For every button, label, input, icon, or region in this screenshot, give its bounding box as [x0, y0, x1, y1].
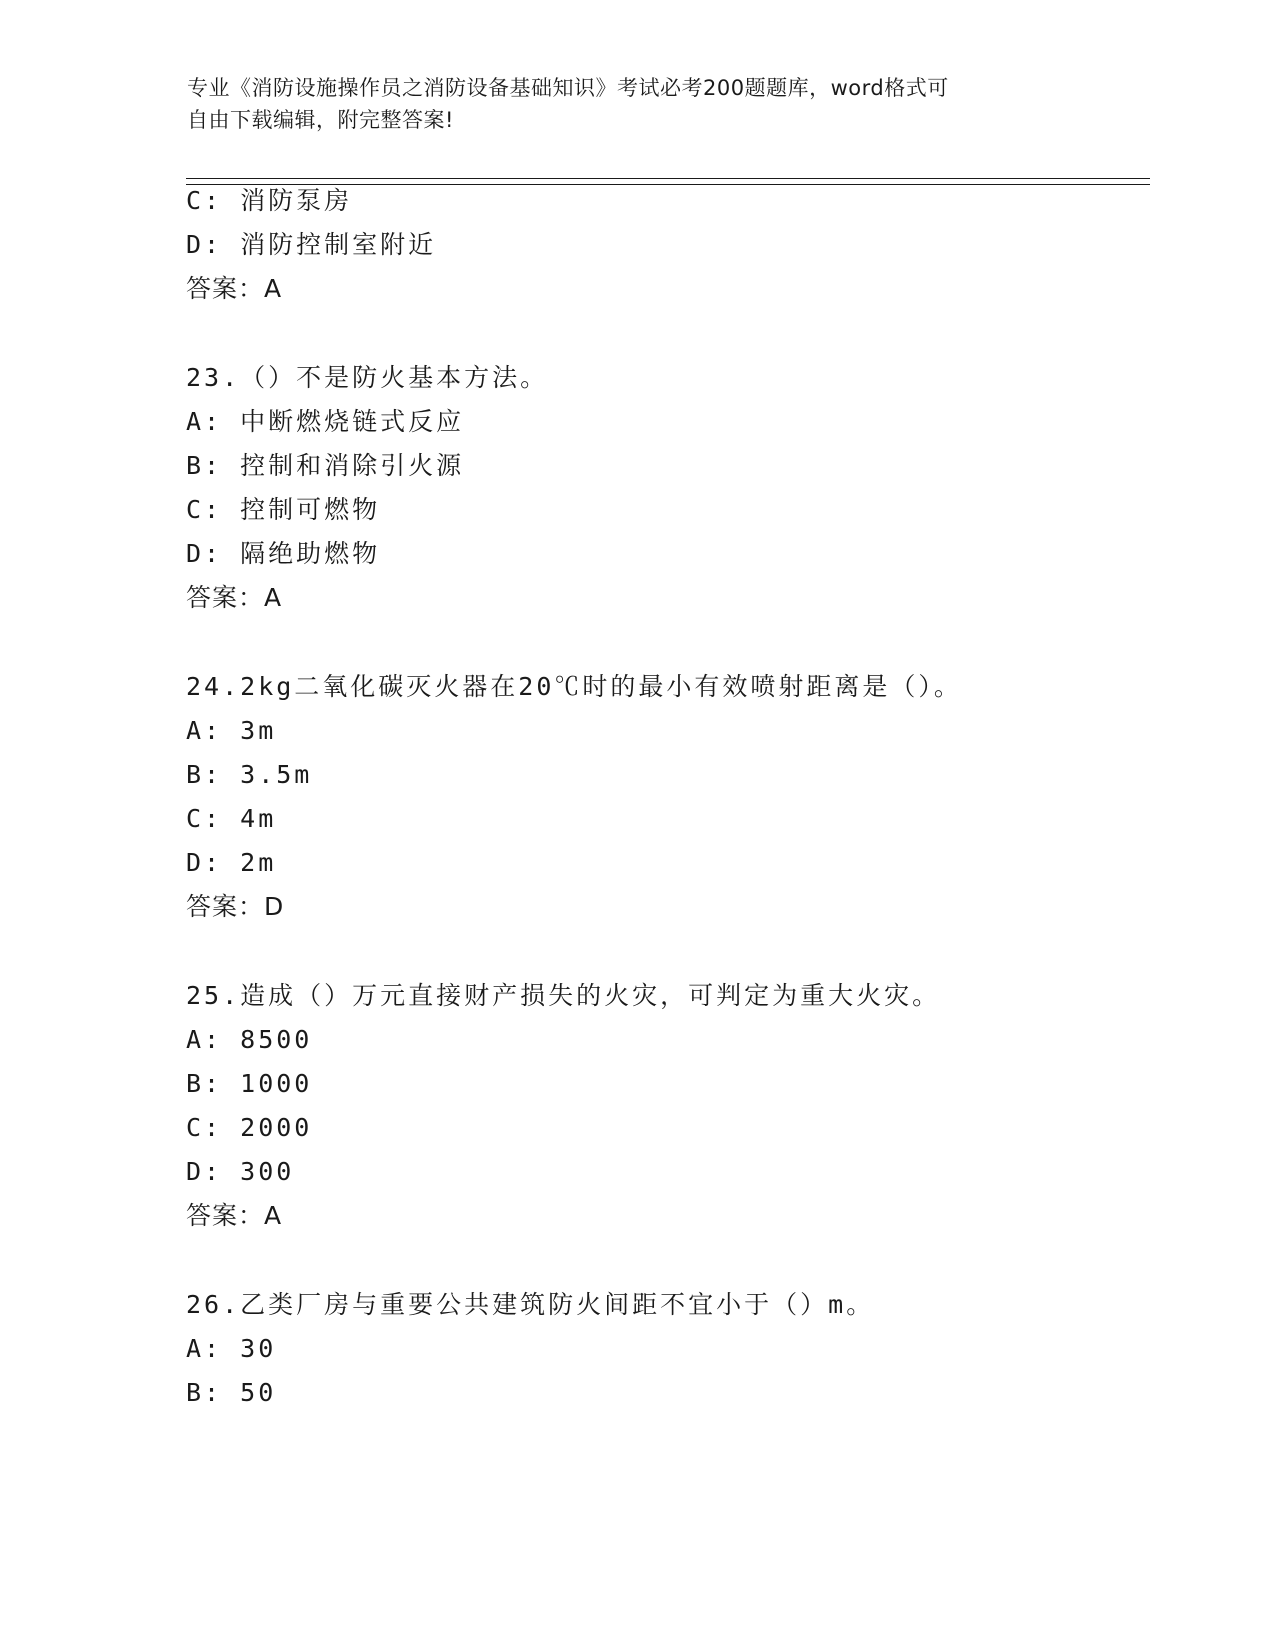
question-24-option-c: C: 4m [186, 804, 277, 833]
question-25-stem: 25.造成（）万元直接财产损失的火灾，可判定为重大火灾。 [186, 981, 941, 1010]
question-26-stem: 26.乙类厂房与重要公共建筑防火间距不宜小于（）m。 [186, 1290, 875, 1319]
question-24-option-d: D: 2m [186, 848, 277, 877]
prev-question-option-c: C: 消防泵房 [186, 186, 353, 215]
question-23-option-b: B: 控制和消除引火源 [186, 451, 465, 480]
prev-question-answer: 答案：A [186, 274, 283, 303]
document-header [187, 72, 1067, 136]
question-25-answer: 答案：A [186, 1201, 283, 1230]
question-23-option-c: C: 控制可燃物 [186, 495, 381, 524]
question-26-option-a: A: 30 [186, 1334, 277, 1363]
header-title-line-1: 专业《消防设施操作员之消防设备基础知识》考试必考200题题库，word格式可 [187, 76, 949, 100]
question-25-option-b: B: 1000 [186, 1069, 313, 1098]
question-25-option-a: A: 8500 [186, 1025, 313, 1054]
question-23-option-d: D: 隔绝助燃物 [186, 539, 381, 568]
question-24-answer: 答案：D [186, 892, 285, 921]
question-24-option-b: B: 3.5m [186, 760, 313, 789]
question-24-stem: 24.2kg二氧化碳灭火器在20℃时的最小有效喷射距离是（）。 [186, 672, 962, 701]
question-23-option-a: A: 中断燃烧链式反应 [186, 407, 465, 436]
question-26-option-b: B: 50 [186, 1378, 277, 1407]
header-title-line-2: 自由下载编辑，附完整答案! [187, 108, 454, 132]
prev-question-option-d: D: 消防控制室附近 [186, 230, 437, 259]
question-24-option-a: A: 3m [186, 716, 277, 745]
question-25-option-c: C: 2000 [186, 1113, 313, 1142]
question-23-answer: 答案：A [186, 583, 283, 612]
question-23-stem: 23.（）不是防火基本方法。 [186, 363, 549, 392]
question-25-option-d: D: 300 [186, 1157, 295, 1186]
